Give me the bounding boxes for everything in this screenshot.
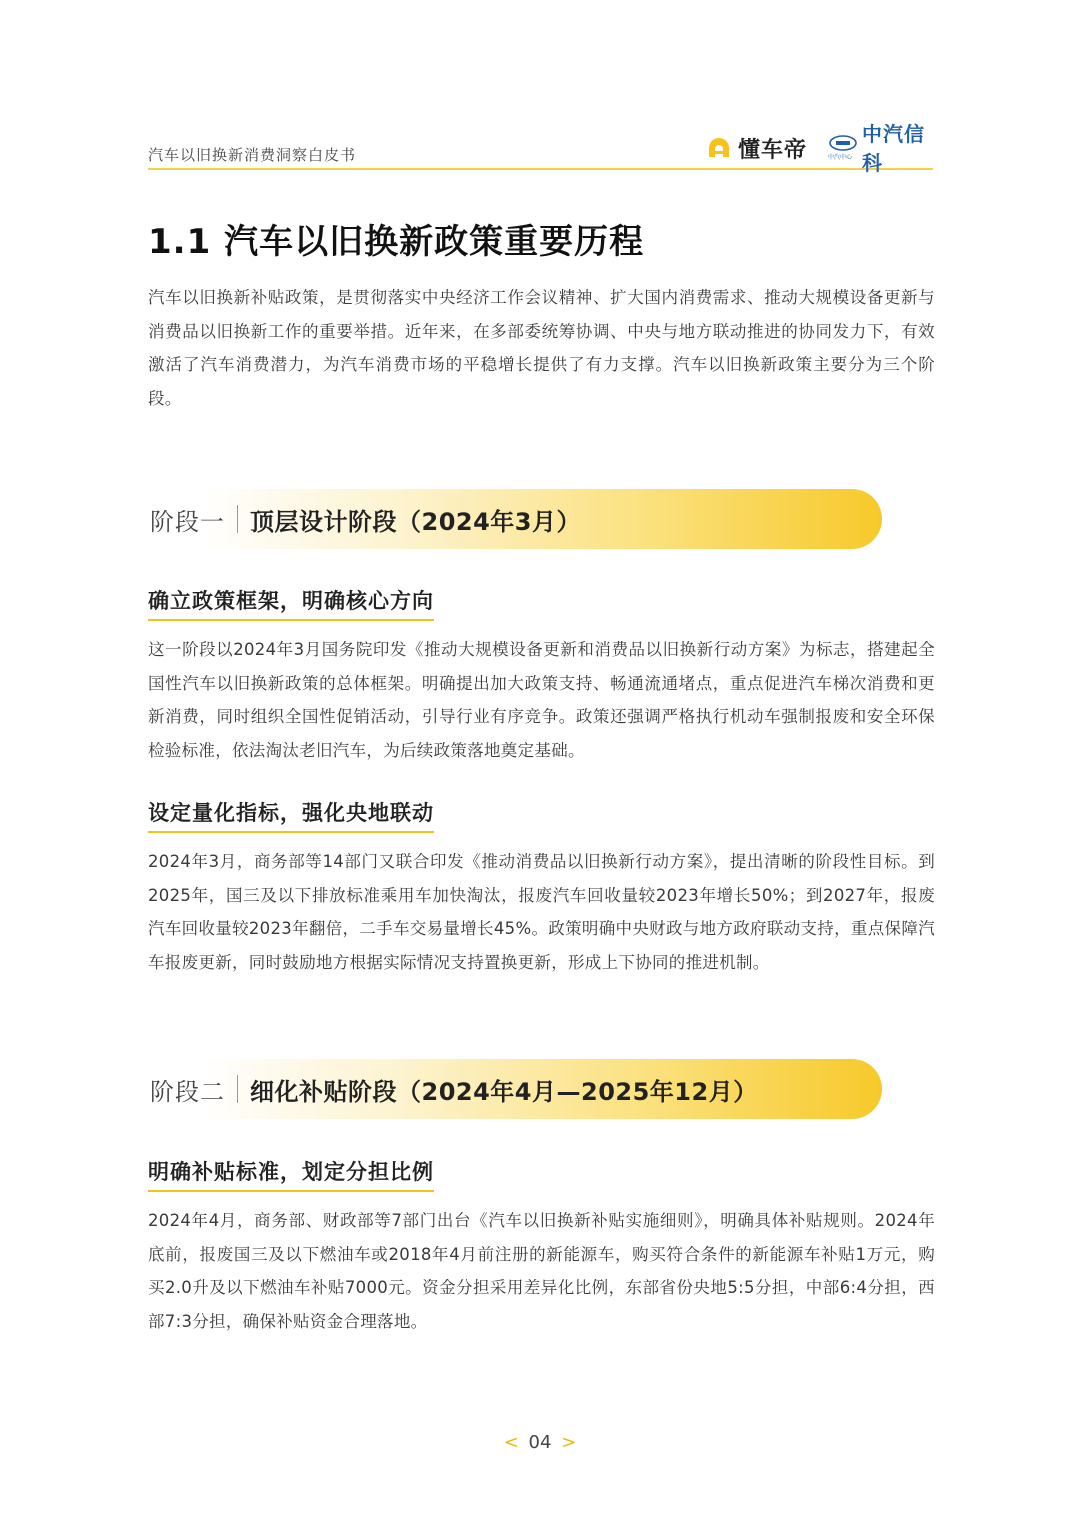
stage-one-paragraph-2: 2024年3月，商务部等14部门又联合印发《推动消费品以旧换新行动方案》，提出清晰的阶段性目标。到2025年，国三及以下排放标准乘用车加快淘汰，报废汽车回收量较2023年增长50%；到2027年，报废汽车回收量较2023年翻倍，二手车交易量增长45%。政策明确中央财政与地方政府联动支持，重点保障汽车报废更新，同时鼓励地方根据实际情况支持置换更新，形成上下协同的推进机制。 — [148, 852, 935, 972]
stage-one-divider — [237, 505, 238, 533]
cata-logo — [828, 122, 933, 175]
stage-two-banner — [140, 1059, 882, 1119]
dongchedi-logo-icon — [706, 135, 732, 161]
intro-paragraph: 汽车以旧换新补贴政策，是贯彻落实中央经济工作会议精神、扩大国内消费需求、推动大规模设备更新与消费品以旧换新工作的重要举措。近年来，在多部委统筹协调、中央与地方联动推进的协同发力下，有效激活了汽车消费潜力，为汽车消费市场的平稳增长提供了有力支撑。汽车以旧换新政策主要分为三个阶段。 — [148, 288, 935, 408]
page-left-bracket: < — [503, 1432, 519, 1453]
section-title: 1.1 汽车以旧换新政策重要历程 — [148, 222, 645, 262]
stage-one-subheading-2: 设定量化指标，强化央地联动 — [148, 797, 434, 837]
stage-two-name: 细化补贴阶段（2024年4月—2025年12月） — [250, 1077, 758, 1106]
stage-one-paragraph-1: 这一阶段以2024年3月国务院印发《推动大规模设备更新和消费品以旧换新行动方案》为标志，搭建起全国性汽车以旧换新政策的总体框架。明确提出加大政策支持、畅通流通堵点，重点促进汽车梯次消费和更新消费，同时组织全国性促销活动，引导行业有序竞争。政策还强调严格执行机动车强制报废和安全环保检验标准，依法淘汰老旧汽车，为后续政策落地奠定基础。 — [148, 640, 935, 760]
stage-two-divider — [237, 1075, 238, 1103]
stage-two-paragraph-1: 2024年4月，商务部、财政部等7部门出台《汽车以旧换新补贴实施细则》，明确具体补贴规则。2024年底前，报废国三及以下燃油车或2018年4月前注册的新能源车，购买符合条件的新能源车补贴1万元，购买2.0升及以下燃油车补贴7000元。资金分担采用差异化比例，东部省份央地5:5分担，中部6:4分担，西部7:3分担，确保补贴资金合理落地。 — [148, 1211, 935, 1331]
page-number-value: 04 — [528, 1432, 552, 1453]
page-right-bracket: > — [561, 1432, 577, 1453]
cata-logo-text: 中汽信科 — [862, 122, 925, 175]
stage-one-name: 顶层设计阶段（2024年3月） — [250, 507, 581, 536]
page-header — [148, 122, 933, 175]
cata-logo-icon — [828, 134, 858, 160]
dongchedi-logo-text: 懂车帝 — [738, 137, 808, 163]
document-title: 汽车以旧换新消费洞察白皮书 — [148, 146, 357, 164]
stage-two-subheading-1: 明确补贴标准，划定分担比例 — [148, 1156, 434, 1196]
stage-one-subheading-1: 确立政策框架，明确核心方向 — [148, 585, 434, 625]
stage-one-label: 阶段一 — [150, 507, 225, 536]
stage-two-label: 阶段二 — [150, 1077, 225, 1106]
cata-logo-subtext: 中汽中心 — [828, 154, 853, 161]
stage-one-banner — [140, 489, 882, 549]
page-number — [0, 1432, 1080, 1453]
dongchedi-logo — [706, 134, 807, 162]
